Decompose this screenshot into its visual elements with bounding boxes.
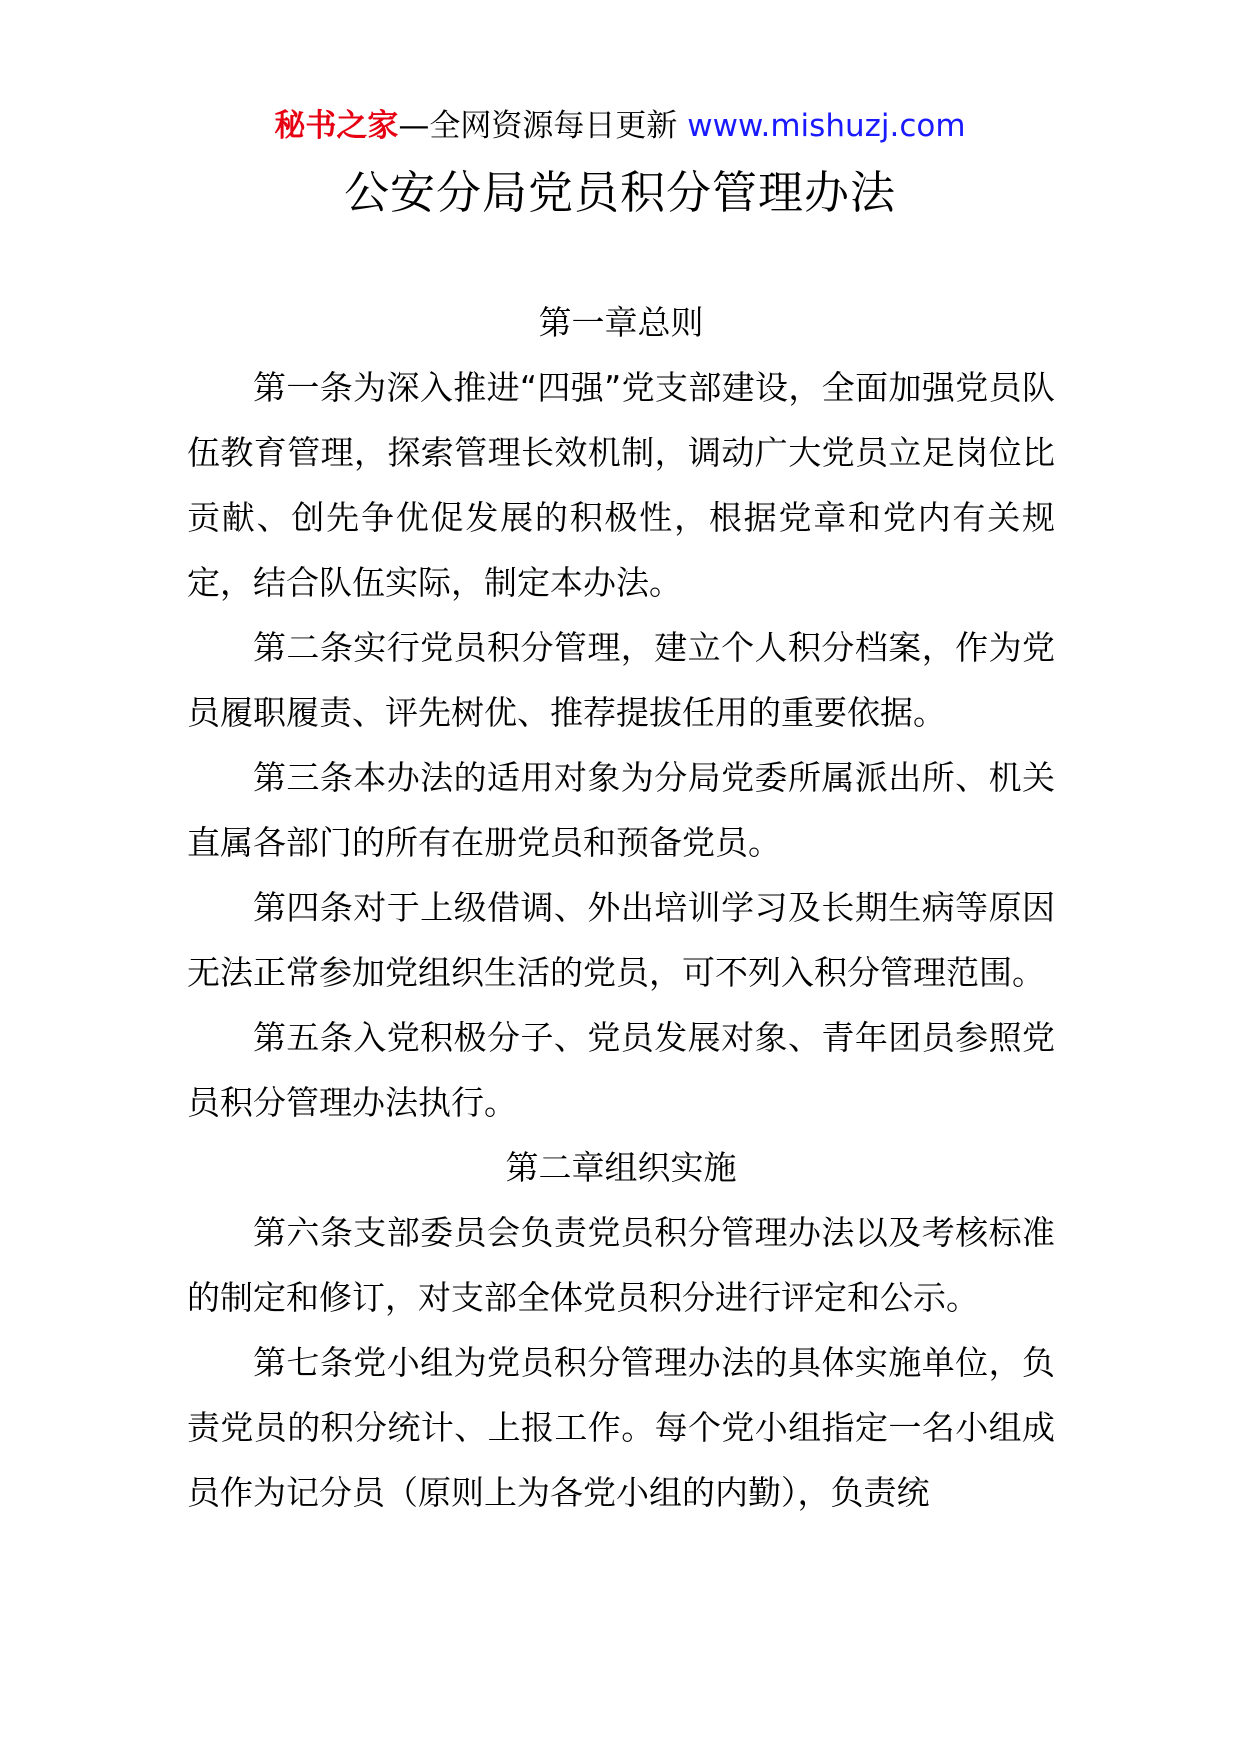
document-body: [187, 290, 1055, 1525]
chapter-heading: 第二章组织实施: [505, 1148, 737, 1187]
article-paragraph: 第六条支部委员会负责党员积分管理办法以及考核标准的制定和修订，对支部全体党员积分进行评定和公示。: [187, 1213, 1055, 1317]
article-paragraph: 第五条入党积极分子、党员发展对象、青年团员参照党员积分管理办法执行。: [187, 1018, 1055, 1122]
chapter-heading: 第一章总则: [538, 303, 704, 342]
document-title: 公安分局党员积分管理办法: [343, 166, 896, 219]
header-url[interactable]: www.mishuzj.com: [687, 108, 966, 144]
article-paragraph: 第一条为深入推进“四强”党支部建设，全面加强党员队伍教育管理，探索管理长效机制，调动广大党员立足岗位比贡献、创先争优促发展的积极性，根据党章和党内有关规定，结合队伍实际，制定本办法。: [187, 368, 1055, 602]
article-paragraph: 第二条实行党员积分管理，建立个人积分档案，作为党员履职履责、评先树优、推荐提拔任用的重要依据。: [187, 628, 1055, 732]
article-paragraph: 第四条对于上级借调、外出培训学习及长期生病等原因无法正常参加党组织生活的党员，可不列入积分管理范围。: [187, 888, 1055, 992]
header-slogan: —全网资源每日更新: [398, 108, 688, 144]
brand-name: 秘书之家: [274, 108, 399, 144]
site-header: [0, 106, 1240, 146]
article-paragraph: 第三条本办法的适用对象为分局党委所属派出所、机关直属各部门的所有在册党员和预备党员。: [187, 758, 1055, 862]
article-paragraph: 第七条党小组为党员积分管理办法的具体实施单位，负责党员的积分统计、上报工作。每个党小组指定一名小组成员作为记分员（原则上为各党小组的内勤），负责统: [187, 1343, 1055, 1512]
